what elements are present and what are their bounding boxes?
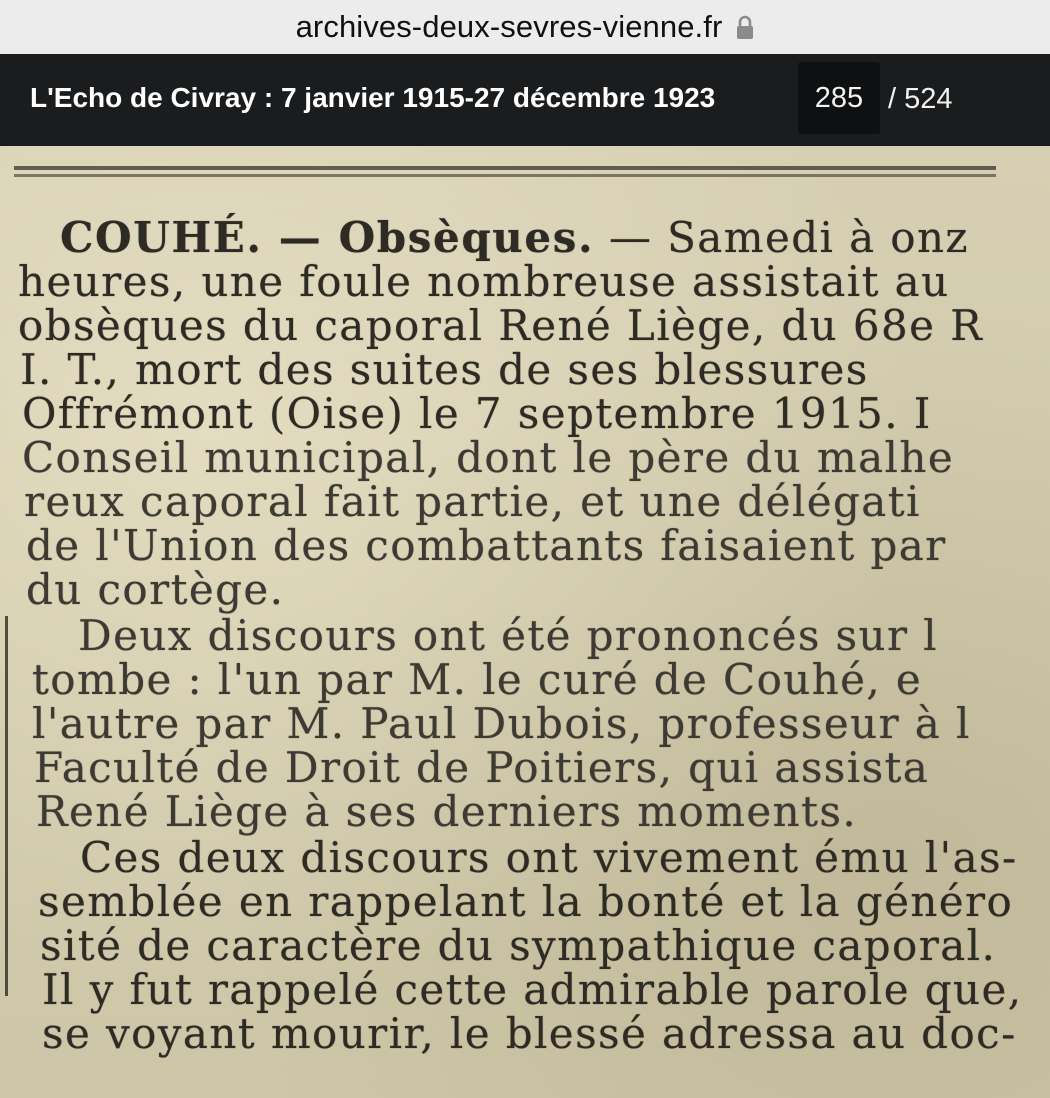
- page-total: / 524: [888, 83, 953, 115]
- article-line-8: de l'Union des combattants faisaient par: [26, 521, 947, 570]
- page-number-input[interactable]: 285: [798, 62, 880, 134]
- article-line-3: obsèques du caporal René Liège, du 68e R: [18, 301, 984, 350]
- article-line-15: Ces deux discours ont vivement ému l'as-: [80, 833, 1018, 882]
- article-line-6: Conseil municipal, dont le père du malhe: [22, 433, 955, 482]
- article-line-16: semblée en rappelant la bonté et la généro: [38, 877, 1014, 926]
- article-line-9: du cortège.: [26, 565, 285, 614]
- article-line-4: I. T., mort des suites de ses blessures: [20, 345, 869, 394]
- column-rule-left: [5, 616, 8, 996]
- article-line-13: Faculté de Droit de Poitiers, qui assista: [34, 743, 930, 792]
- article-line-17: sité de caractère du sympathique caporal.: [40, 921, 997, 970]
- column-rule-top: [14, 166, 996, 170]
- article-line-19: se voyant mourir, le blessé adressa au doc-: [42, 1009, 1017, 1058]
- url-text[interactable]: archives-deux-sevres-vienne.fr: [295, 9, 723, 44]
- article-line-10: Deux discours ont été prononcés sur l: [78, 611, 939, 660]
- article-line-11: tombe : l'un par M. le curé de Couhé, e: [32, 655, 923, 704]
- article-line-7: reux caporal fait partie, et une délégati: [24, 477, 921, 526]
- browser-address-bar[interactable]: [0, 0, 1050, 54]
- newspaper-scan[interactable]: [0, 146, 1050, 1098]
- viewer-header: [0, 54, 1050, 146]
- lock-icon-svg: [736, 15, 754, 41]
- article-line-18: Il y fut rappelé cette admirable parole que,: [42, 965, 1023, 1014]
- article-line-5: Offrémont (Oise) le 7 septembre 1915. I: [22, 389, 932, 438]
- article-line-12: l'autre par M. Paul Dubois, professeur à l: [32, 699, 971, 748]
- article-line-1: [60, 213, 969, 262]
- article-line-2: heures, une foule nombreuse assistait au: [18, 257, 950, 306]
- lock-icon: [736, 13, 754, 39]
- document-title: L'Echo de Civray : 7 janvier 1915-27 décembre 1923: [30, 82, 716, 113]
- article-line-14: René Liège à ses derniers moments.: [36, 787, 858, 836]
- article-line-1-rest: — Samedi à onz: [594, 213, 969, 262]
- column-rule-top-secondary: [14, 174, 996, 177]
- article-heading: COUHÉ. — Obsèques.: [60, 213, 595, 262]
